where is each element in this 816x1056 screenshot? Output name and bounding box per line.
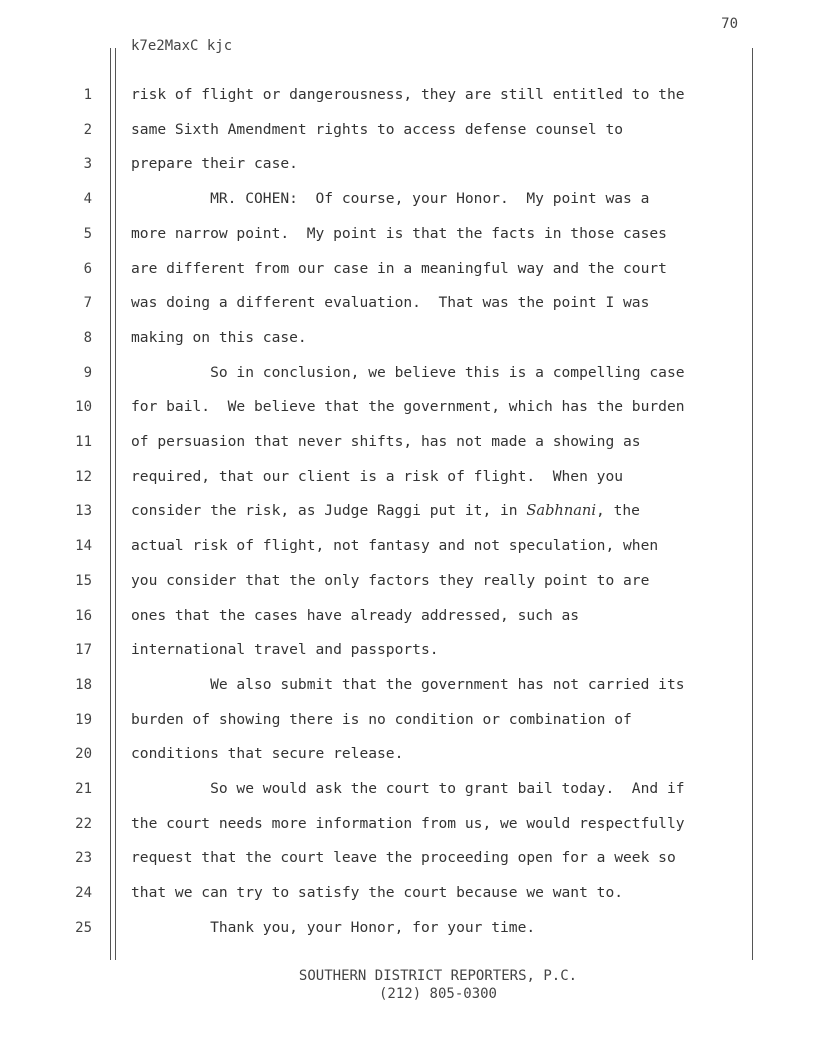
line-number: 1	[83, 87, 92, 103]
transcript-line: more narrow point. My point is that the facts in those cases	[131, 224, 667, 242]
line-number: 9	[83, 364, 92, 381]
transcript-line	[131, 501, 640, 521]
transcript-line: was doing a different evaluation. That was the point I was	[131, 294, 650, 312]
line-number: 25	[75, 919, 92, 936]
transcript-line-segment: , the	[596, 502, 640, 520]
transcript-line: for bail. We believe that the government, which has the burden	[131, 398, 685, 416]
case-header: k7e2MaxC kjc	[131, 38, 233, 54]
transcript-line: prepare their case.	[131, 155, 298, 173]
transcript-line: risk of flight or dangerousness, they are still entitled to the	[131, 86, 685, 103]
transcript-line: you consider that the only factors they really point to are	[131, 571, 650, 589]
transcript-line: We also submit that the government has not carried its	[131, 675, 685, 693]
line-number: 14	[75, 538, 92, 555]
line-number: 22	[75, 815, 92, 832]
transcript-line: request that the court leave the proceeding open for a week so	[131, 849, 676, 867]
transcript-line: conditions that secure release.	[131, 745, 404, 763]
case-citation: Sabhnani	[526, 502, 596, 520]
line-number: 13	[75, 503, 92, 520]
line-number: 21	[75, 781, 92, 797]
transcript-line: burden of showing there is no condition or combination of	[131, 710, 632, 728]
line-number: 11	[75, 434, 92, 450]
line-number: 19	[75, 711, 92, 728]
line-number: 6	[83, 260, 92, 277]
line-number: 15	[75, 572, 92, 589]
footer-reporter: SOUTHERN DISTRICT REPORTERS, P.C.	[298, 968, 578, 984]
line-number: 20	[75, 746, 92, 763]
line-number: 2	[83, 121, 92, 138]
transcript-line: So in conclusion, we believe this is a compelling case	[131, 363, 685, 381]
transcript-line: required, that our client is a risk of flight. When you	[131, 467, 624, 485]
right-margin-line	[752, 48, 753, 960]
transcript-line: MR. COHEN: Of course, your Honor. My point was a	[131, 190, 650, 208]
transcript-line: So we would ask the court to grant bail today. And if	[131, 780, 685, 797]
transcript-line: international travel and passports.	[131, 641, 439, 659]
page-number: 70	[721, 16, 738, 32]
transcript-line: are different from our case in a meaningful way and the court	[131, 259, 667, 277]
line-number: 12	[75, 468, 92, 485]
line-number: 7	[83, 295, 92, 312]
line-number: 17	[75, 642, 92, 659]
line-number: 24	[75, 885, 92, 902]
line-number: 8	[83, 329, 92, 346]
line-number: 23	[75, 850, 92, 867]
line-number: 4	[83, 191, 92, 208]
transcript-line: same Sixth Amendment rights to access defense counsel to	[131, 120, 624, 138]
left-margin-line-outer	[110, 48, 111, 960]
transcript-line: ones that the cases have already addressed, such as	[131, 606, 580, 624]
footer-phone: (212) 805-0300	[378, 986, 497, 1002]
line-number: 16	[75, 607, 92, 624]
left-margin-line-inner	[115, 48, 116, 960]
transcript-line: Thank you, your Honor, for your time.	[131, 918, 536, 936]
transcript-line-segment: consider the risk, as Judge Raggi put it, in	[131, 502, 527, 520]
line-number: 3	[83, 156, 92, 173]
transcript-line: making on this case.	[131, 328, 307, 346]
transcript-line: that we can try to satisfy the court because we want to.	[131, 884, 624, 902]
transcript-line: the court needs more information from us, we would respectfully	[131, 814, 685, 832]
transcript-line: of persuasion that never shifts, has not made a showing as	[131, 433, 641, 450]
line-number: 10	[75, 399, 92, 416]
line-number: 18	[75, 676, 92, 693]
line-number: 5	[83, 225, 92, 242]
transcript-line: actual risk of flight, not fantasy and not speculation, when	[131, 537, 659, 555]
